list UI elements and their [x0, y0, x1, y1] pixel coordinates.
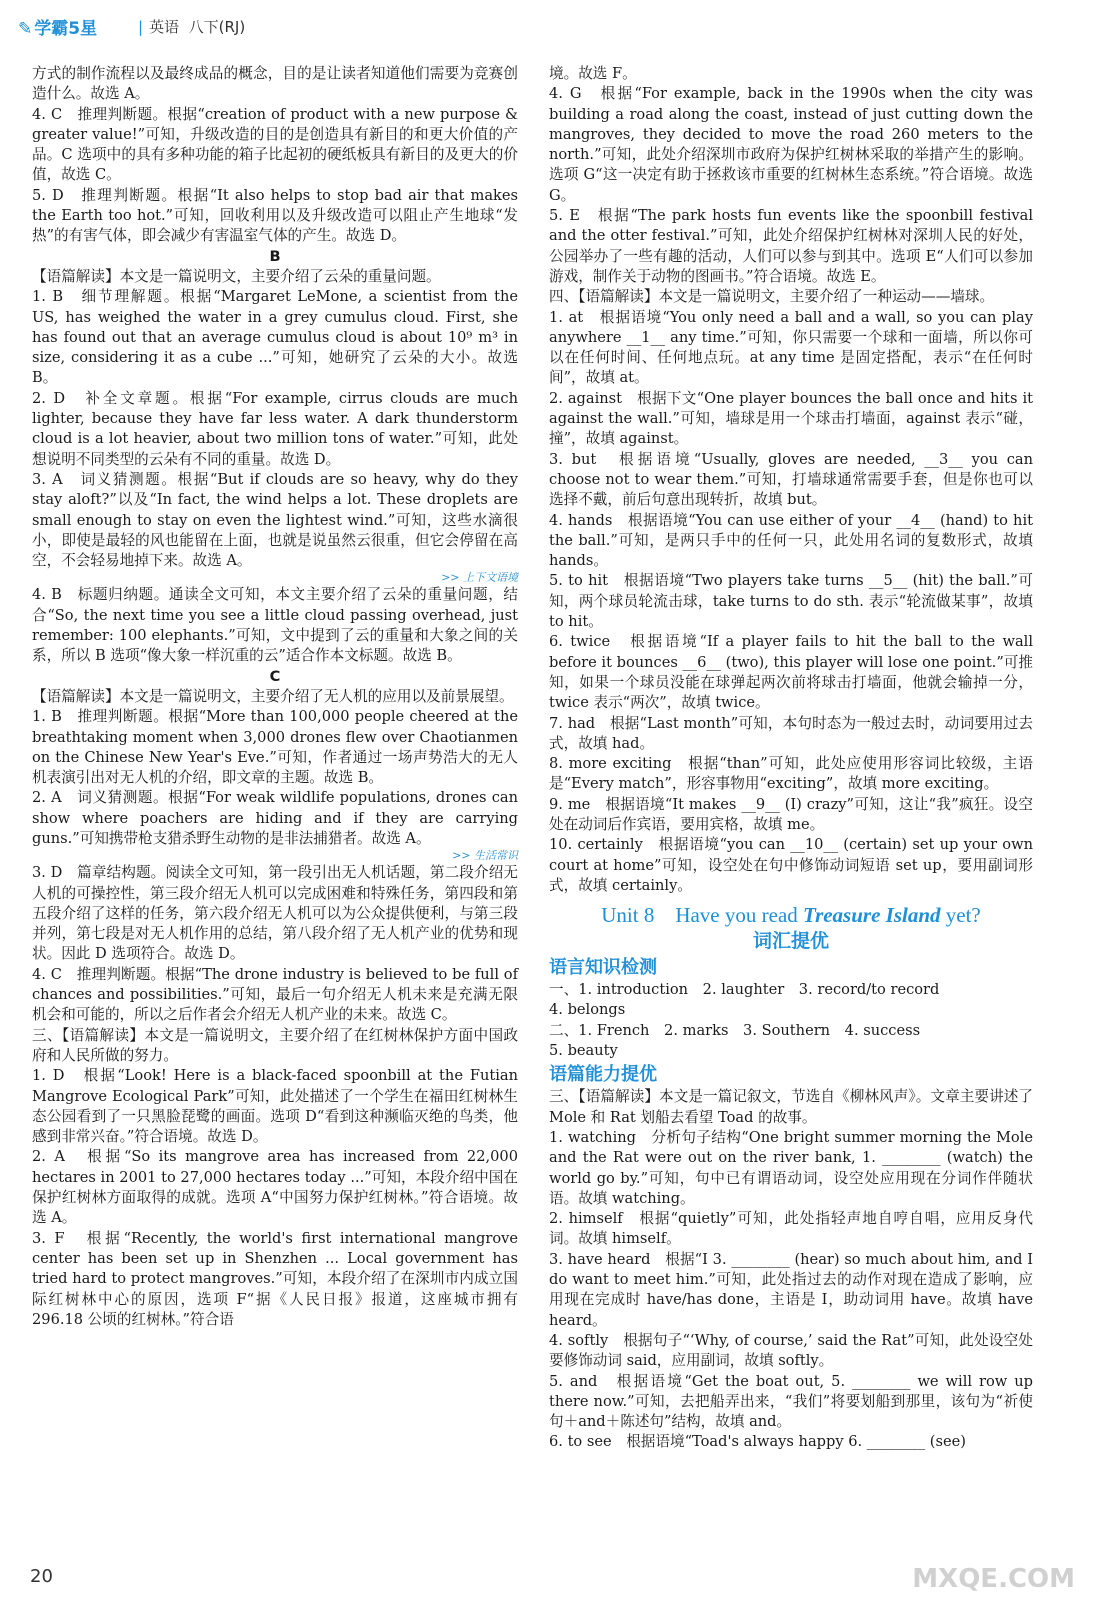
answer-paragraph: 1. B 推理判断题。根据“More than 100,000 people cheered at the breathtaking moment when 3,000 drones flew over Chaotianmen on the Chinese New Year's Eve.”可知，作者通过一场声势浩大的无人机表演引出对无人机的介绍，即文章的主题。故选 B。 [32, 708, 518, 787]
brand-icon: ✎ [18, 19, 33, 39]
answer-line: 5. beauty [549, 1042, 618, 1060]
watermark: MXQE.COM [912, 1564, 1075, 1594]
answer-paragraph: 5. to hit 根据语境“Two players take turns __5__ (hit) the ball.”可知，两个球员轮流击球，take turns to do sth. 表示“轮流做某事”，故填 to hit。 [549, 572, 1033, 631]
unit-title-book: Treasure Island [803, 903, 941, 928]
tip-note: >> 生活常识 [452, 849, 518, 863]
unit-title-suffix: yet? [940, 903, 981, 928]
unit-subtitle: 词汇提优 [752, 930, 829, 953]
answer-paragraph: 【语篇解读】本文是一篇说明文，主要介绍了云朵的重量问题。 [32, 267, 441, 285]
answer-paragraph: 3. have heard 根据“I 3. ________ (hear) so much about him, and I do want to meet him.”可知，此处指过去的动作对现在造成了影响，应用现在完成时 have/has done，主语是 I，助动词用 have。故填 have heard。 [549, 1250, 1033, 1329]
answer-paragraph: 四、【语篇解读】本文是一篇说明文，主要介绍了一种运动——墙球。 [549, 288, 995, 306]
answer-paragraph: 5. E 根据“The park hosts fun events like the spoonbill festival and the otter festival.”可知，此处介绍保护红树林对深圳人民的好处，公园举办了一些有趣的活动，人们可以参与到其中。选项 E“人们可以参加游戏，制作关于动物的图画书。”符合语境。故选 E。 [549, 207, 1033, 285]
answer-line: 一、1. introduction 2. laughter 3. record/to record [549, 981, 940, 999]
brand-name: 学霸5星 [34, 19, 98, 39]
answer-paragraph: 6. to see 根据语境“Toad's always happy 6. ________ (see) [549, 1433, 966, 1451]
answer-paragraph: 3. D 篇章结构题。阅读全文可知，第一段引出无人机话题，第二段介绍无人机的可操控性，第三段介绍无人机可以完成困难和特殊任务，第四段和第五段介绍了这样的任务，第六段介绍无人机可以为公众提供便利，与第三段并列，第七段是对无人机作用的总结，第八段介绍了无人机产业的优势和现状。因此 D 选项符合。故选 D。 [32, 864, 518, 963]
answer-paragraph: 4. C 推理判断题。根据“The drone industry is believed to be full of chances and possibilities.”可知，最后一句介绍无人机未来是充满无限机会和可能的，所以之后作者会介绍无人机产业的未来。故选 C。 [32, 965, 518, 1024]
answer-paragraph: 2. A 词义猜测题。根据“For weak wildlife populations, drones can show where poachers are hiding and if they are carrying guns.”可知携带枪支猎杀野生动物的是非法捕猎者。故选 A。 [32, 789, 518, 847]
answer-paragraph: 5. and 根据语境“Get the boat out, 5. ________ we will row up there now.”可知，去把船弄出来，“我们”将要划船到那里，该句为“祈使句＋and＋陈述句”结构，故填 and。 [549, 1372, 1033, 1431]
divider: | [138, 18, 144, 36]
right-column-top [549, 64, 1033, 896]
grade: 八下(RJ) [188, 18, 246, 36]
answer-paragraph: 2. A 根据“So its mangrove area has increased from 22,000 hectares in 2001 to 27,000 hectares today ...”可知，本段介绍中国在保护红树林方面取得的成就。选项 A“中国努力保护红树林。”符合语境。故选 A。 [32, 1148, 518, 1227]
section-letter: B [269, 247, 281, 265]
answer-line: 二、1. French 2. marks 3. Southern 4. success [549, 1021, 921, 1039]
left-column [32, 64, 518, 1330]
page-header [18, 6, 1078, 46]
tip-note: >> 上下文语境 [441, 571, 518, 585]
answer-paragraph: 4. B 标题归纳题。通读全文可知，本文主要介绍了云朵的重量问题，结合“So, the next time you see a little cloud passing overhead, just remember: 100 elephants.”可知，文中提到了云的重量和大象之间的关系，所以 B 选项“像大象一样沉重的云”适合作本文标题。故选 B。 [32, 586, 518, 665]
answer-paragraph: 2. D 补全文章题。根据“For example, cirrus clouds are much lighter, because they have far less water. A dark thunderstorm cloud is a lot heavier, about two million tons of water.”可知，此处想说明不同类型的云朵有不同的重量。故选 D。 [32, 389, 518, 468]
answer-paragraph: 1. at 根据语境“You only need a ball and a wall, so you can play anywhere __1__ any time.”可知，你只需要一个球和一面墙，所以你可以在任何时间、任何地点玩。at any time 是固定搭配，表示“在任何时间”，故填 at。 [549, 308, 1033, 387]
page-number: 20 [30, 1566, 53, 1587]
answer-paragraph: 8. more exciting 根据“than”可知，此处应使用形容词比较级，主语是“Every match”，形容事物用“exciting”，故填 more exciting。 [549, 755, 1033, 793]
answer-line: 4. belongs [549, 1001, 626, 1019]
unit-title-prefix: Unit 8 Have you read [601, 903, 804, 928]
answer-paragraph: 4. hands 根据语境“You can use either of your __4__ (hand) to hit the ball.”可知，是两只手中的任何一只，此处用名词的复数形式，故填 hands。 [549, 511, 1033, 570]
section-knowledge-answers [549, 980, 1033, 1061]
answer-paragraph: 4. G 根据“For example, back in the 1990s when the city was building a road along the coast, instead of just cutting down the mangroves, they decided to move the road 260 meters to the north.”可知，此处介绍深圳市政府为保护红树林采取的举措产生的影响。选项 G“这一决定有助于拯救该市重要的红树林生态系统。”符合语境。故选 G。 [549, 85, 1033, 204]
answer-paragraph: 6. twice 根据语境“If a player fails to hit the ball to the wall before it bounces __6__ (two), this player will lose one point.”可推知，如果一个球员没能在球弹起两次前将球击打墙面，他就会输掉一分，twice 表示“两次”，故填 twice。 [549, 633, 1033, 712]
answer-paragraph: 境。故选 F。 [549, 65, 637, 82]
answer-paragraph: 方式的制作流程以及最终成品的概念，目的是让读者知道他们需要为竞赛创造什么。故选 A。 [32, 65, 518, 103]
answer-paragraph: 【语篇解读】本文是一篇说明文，主要介绍了无人机的应用以及前景展望。 [32, 687, 514, 705]
answer-paragraph: 4. C 推理判断题。根据“creation of product with a new purpose & greater value!”可知，升级改造的目的是创造具有新目的和更大价值的产品。C 选项中的具有多种功能的箱子比起初的硬纸板具有新目的及更大的价值，故选 C。 [32, 105, 518, 184]
answer-paragraph: 2. himself 根据“quietly”可知，此处指轻声地自哼自唱，应用反身代词。故填 himself。 [549, 1210, 1033, 1248]
answer-paragraph: 1. B 细节理解题。根据“Margaret LeMone, a scientist from the US, has weighed the water in a grey cumulus cloud. First, she has found out that an average cumulus cloud is about 10⁹ m³ in size, considering it as a cube ...”可知，她研究了云朵的大小。故选 B。 [32, 288, 518, 387]
unit-title [549, 902, 1033, 928]
answer-paragraph: 2. against 根据下文“One player bounces the ball once and hits it against the wall.”可知，墙球是用一个球击打墙面，against 表示“碰，撞”，故填 against。 [549, 389, 1033, 448]
answer-paragraph: 三、【语篇解读】本文是一篇记叙文，节选自《柳林风声》。文章主要讲述了 Mole 和 Rat 划船去看望 Toad 的故事。 [549, 1088, 1033, 1126]
brand-logo [18, 14, 97, 39]
subject: 英语 [149, 18, 180, 36]
answer-paragraph: 3. A 词义猜测题。根据“But if clouds are so heavy, why do they stay aloft?”以及“In fact, the wind helps a lot. These droplets are small enough to stay on even the lightest wind.”可知，这些水滴很小，即使是最轻的风也能留在上面，也就是说虽然云很重，但它会停留在高空，不会轻易地掉下来。故选 A。 [32, 470, 518, 570]
answer-paragraph: 9. me 根据语境“It makes __9__ (I) crazy”可知，这让“我”疯狂。设空处在动词后作宾语，要用宾格，故填 me。 [549, 795, 1033, 833]
section-letter: C [269, 667, 281, 685]
answer-paragraph: 3. but 根据语境“Usually, gloves are needed, __3__ you can choose not to wear them.”可知，打墙球通常需要手套，但是你也可以选择不戴，前后句意出现转折，故填 but。 [549, 450, 1033, 509]
subject-breadcrumb [132, 16, 245, 37]
answer-paragraph: 三、【语篇解读】本文是一篇说明文，主要介绍了在红树林保护方面中国政府和人民所做的努力。 [32, 1026, 518, 1064]
section-reading-answers [549, 1087, 1033, 1452]
answer-paragraph: 3. F 根据“Recently, the world's first international mangrove center has been set up in Shenzhen ... Local government has tried hard to protect mangroves.”可知，本段介绍了在深圳市内成立国际红树林中心的原因，选项 F“据《人民日报》报道，这座城市拥有 296.18 公顷的红树林。”符合语 [32, 1229, 518, 1328]
right-column [549, 64, 1033, 1453]
section-heading-reading: 语篇能力提优 [549, 1064, 657, 1086]
answer-paragraph: 10. certainly 根据语境“you can __10__ (certain) set up your own court at home”可知，设空处在句中修饰动词短语 set up，要用副词形式，故填 certainly。 [549, 836, 1033, 894]
answer-paragraph: 4. softly 根据句子“‘Why, of course,’ said the Rat”可知，此处设空处要修饰动词 said，应用副词，故填 softly。 [549, 1331, 1033, 1370]
section-heading-knowledge: 语言知识检测 [549, 957, 657, 979]
answer-paragraph: 5. D 推理判断题。根据“It also helps to stop bad air that makes the Earth too hot.”可知，回收利用以及升级改造可以阻止产生地球“发热”的有害气体，即会减少有害温室气体的产生。故选 D。 [32, 186, 518, 245]
answer-paragraph: 1. D 根据“Look! Here is a black-faced spoonbill at the Futian Mangrove Ecological Park”可知，此处描述了一个学生在福田红树林生态公园看到了一只黑脸琵鹭的画面。选项 D“看到这种濒临灭绝的鸟类，他感到非常兴奋。”符合语境。故选 D。 [32, 1067, 518, 1146]
answer-paragraph: 7. had 根据“Last month”可知，本句时态为一般过去时，动词要用过去式，故填 had。 [549, 714, 1033, 752]
answer-paragraph: 1. watching 分析句子结构“One bright summer morning the Mole and the Rat were out on the river bank, 1. ________ (watch) the world go by.”可知，句中已有谓语动词，设空处应用现在分词作伴随状语。故填 watching。 [549, 1128, 1033, 1207]
